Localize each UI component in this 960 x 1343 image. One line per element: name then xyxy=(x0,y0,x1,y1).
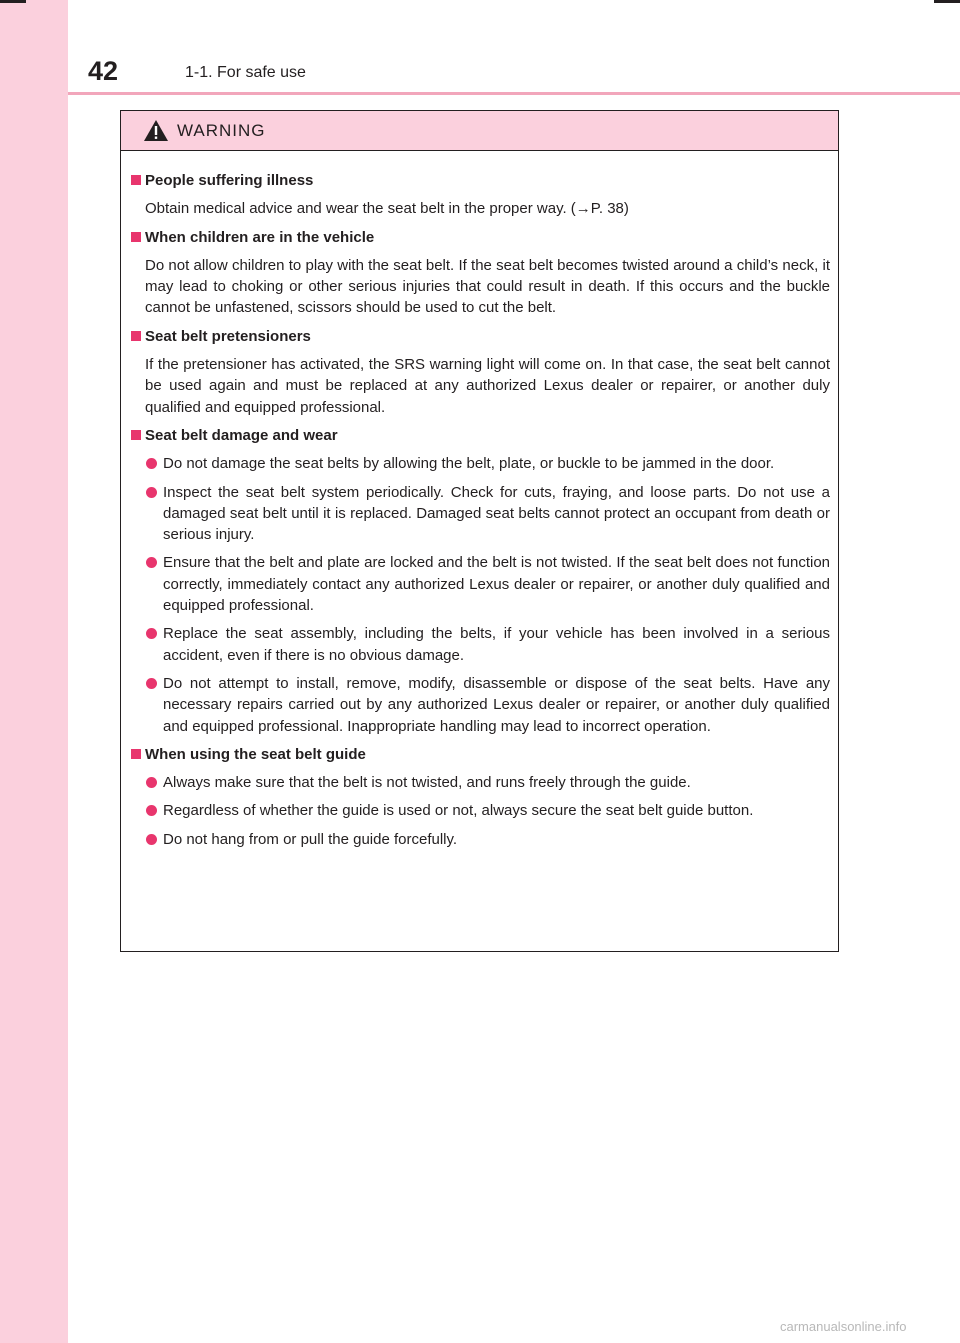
section-people-suffering-illness xyxy=(131,170,830,220)
list-item-text: Do not damage the seat belts by allowing the belt, plate, or buckle to be jammed in the door. xyxy=(163,455,775,473)
warning-triangle-icon xyxy=(143,119,169,142)
list-item-text: Replace the seat assembly, including the belts, if your vehicle has been involved in a serious accident, even if there is no obvious damage. xyxy=(163,625,830,664)
list-item xyxy=(131,623,830,666)
section-heading xyxy=(131,425,830,446)
section-heading xyxy=(131,744,830,765)
round-bullet-icon xyxy=(146,678,157,689)
section-paragraph: Obtain medical advice and wear the seat belt in the proper way. (→P. 38) xyxy=(145,200,629,218)
list-item-text: Do not hang from or pull the guide forcefully. xyxy=(163,830,458,848)
section-heading-text: Seat belt pretensioners xyxy=(145,327,311,345)
crop-mark-right xyxy=(934,0,960,3)
section-seat-belt-guide xyxy=(131,744,830,850)
list-item xyxy=(131,829,830,850)
section-heading xyxy=(131,227,830,248)
section-title: 1-1. For safe use xyxy=(185,64,306,81)
section-heading xyxy=(131,170,830,191)
section-heading xyxy=(131,326,830,347)
section-heading-text: When children are in the vehicle xyxy=(145,228,375,246)
section-heading-text: People suffering illness xyxy=(145,172,314,189)
warning-title: WARNING xyxy=(177,121,266,140)
round-bullet-icon xyxy=(146,777,157,788)
round-bullet-icon xyxy=(146,557,157,568)
square-bullet-icon xyxy=(131,175,141,185)
list-item-text: Do not attempt to install, remove, modify, disassemble or dispose of the seat belts. Have any necessary repairs carried out by any authorized Lexus dealer or repairer, or another duly qualified and equipped professional. Inappropriate handling may lead to incorrect operation. xyxy=(163,674,830,735)
crop-mark-left xyxy=(0,0,26,3)
warning-header xyxy=(121,111,838,151)
round-bullet-icon xyxy=(146,628,157,639)
section-paragraph: If the pretensioner has activated, the SRS warning light will come on. In that case, the seat belt cannot be used again and must be replaced at any authorized Lexus dealer or repairer, or another duly qualified and equipped professional. xyxy=(145,356,830,416)
warning-box xyxy=(120,110,839,952)
square-bullet-icon xyxy=(131,331,141,341)
square-bullet-icon xyxy=(131,232,141,242)
list-item xyxy=(131,800,830,821)
side-color-strip xyxy=(0,0,68,1343)
list-item xyxy=(131,772,830,793)
page-header xyxy=(68,56,960,92)
section-heading-text: Seat belt damage and wear xyxy=(145,426,338,444)
round-bullet-icon xyxy=(146,458,157,469)
warning-content xyxy=(121,151,838,850)
section-seat-belt-damage xyxy=(131,425,830,737)
list-item-text: Inspect the seat belt system periodically. Check for cuts, fraying, and loose parts. Do not use a damaged seat belt until it is replaced. Damaged seat belts cannot protect an occupant from death or serious injury. xyxy=(163,483,830,544)
list-item-text: Ensure that the belt and plate are locked and the belt is not twisted. If the seat belt does not function correctly, immediately contact any authorized Lexus dealer or repairer, or another duly qualified and equipped professional. xyxy=(163,554,830,615)
square-bullet-icon xyxy=(131,430,141,440)
list-item xyxy=(131,673,830,737)
list-item xyxy=(131,552,830,616)
round-bullet-icon xyxy=(146,834,157,845)
list-item xyxy=(131,453,830,474)
section-children-in-vehicle xyxy=(131,227,830,319)
list-item xyxy=(131,482,830,546)
list-item-text: Regardless of whether the guide is used or not, always secure the seat belt guide button. xyxy=(163,802,754,820)
section-seat-belt-pretensioners xyxy=(131,326,830,418)
square-bullet-icon xyxy=(131,749,141,759)
header-divider xyxy=(68,92,960,95)
round-bullet-icon xyxy=(146,487,157,498)
watermark-text: carmanualsonline.info xyxy=(780,1319,907,1334)
page-number: 42 xyxy=(88,56,119,86)
section-heading-text: When using the seat belt guide xyxy=(145,745,366,763)
round-bullet-icon xyxy=(146,805,157,816)
list-item-text: Always make sure that the belt is not twisted, and runs freely through the guide. xyxy=(163,774,691,792)
section-paragraph: Do not allow children to play with the seat belt. If the seat belt becomes twisted around a child’s neck, it may lead to choking or other serious injuries that could result in death. If this occurs and the buckle cannot be unfastened, scissors should be used to cut the belt. xyxy=(145,256,830,317)
